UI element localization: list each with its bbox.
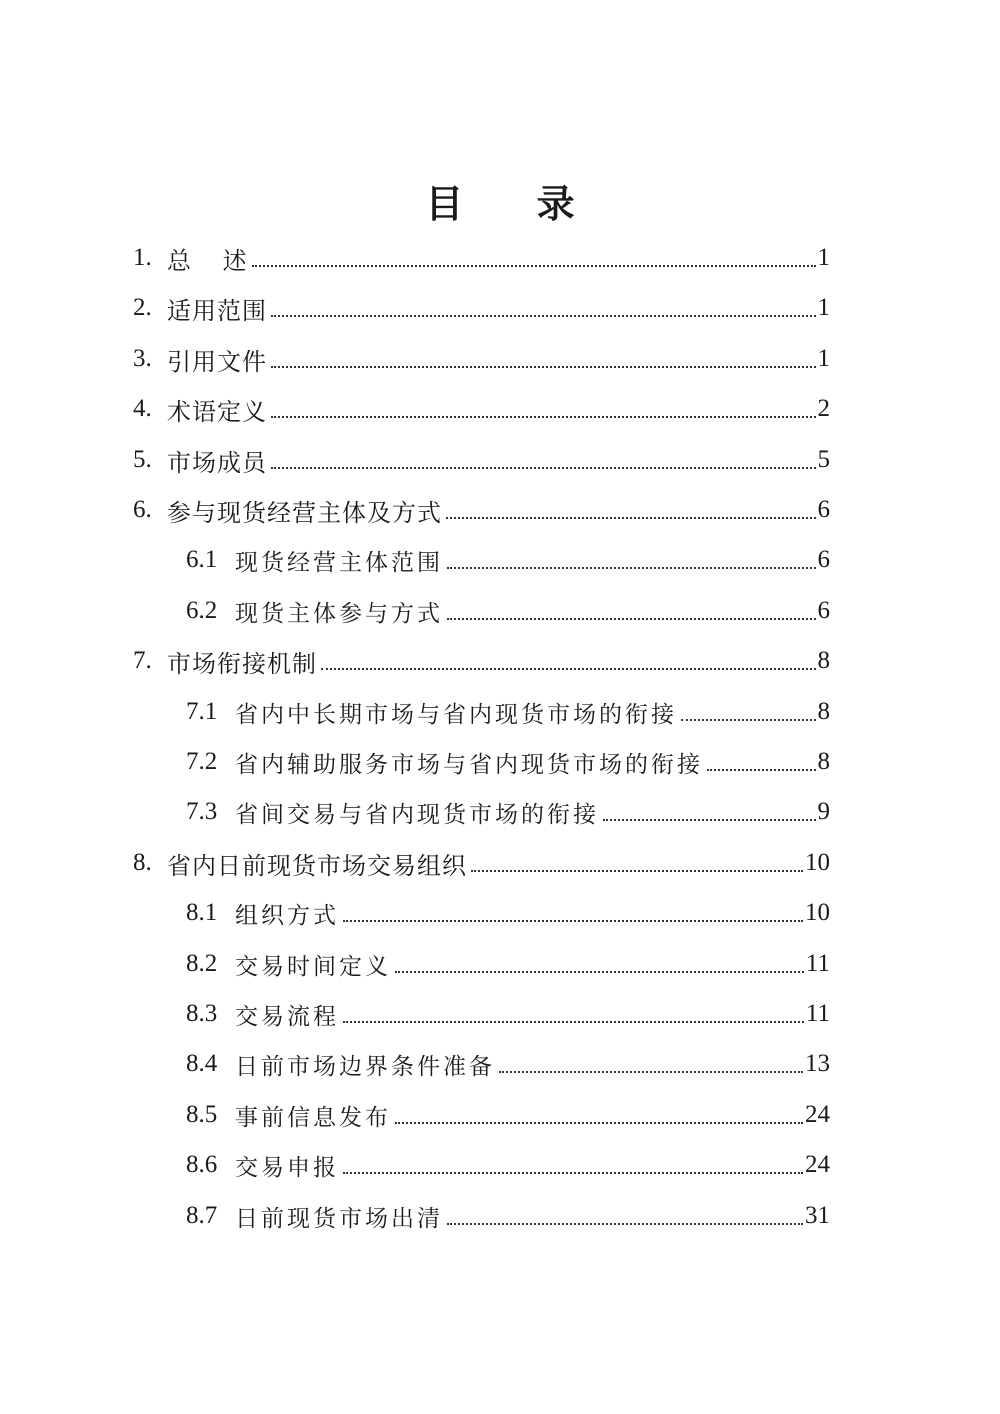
- toc-entry-page-number: 6: [817, 546, 830, 573]
- toc-entry-number: 8.6: [186, 1151, 218, 1178]
- toc-entry-number: 8.: [133, 849, 152, 876]
- dot-leader: [343, 1021, 804, 1023]
- toc-entry-title: 省内中长期市场与省内现货市场的衔接: [235, 701, 677, 728]
- toc-entry[interactable]: [186, 787, 830, 837]
- toc-entry[interactable]: [186, 888, 830, 938]
- toc-entry-page-number: 11: [805, 1000, 830, 1027]
- toc-entry[interactable]: [186, 939, 830, 989]
- toc-entry-number: 8.5: [186, 1101, 218, 1128]
- toc-entry[interactable]: [133, 636, 830, 686]
- toc-entry[interactable]: [186, 687, 830, 737]
- toc-entry[interactable]: [133, 384, 830, 434]
- dot-leader: [395, 971, 804, 973]
- toc-entry-title: 总 述: [167, 246, 248, 275]
- toc-entry-page-number: 24: [805, 1151, 830, 1178]
- toc-entry-number: 4.: [133, 395, 152, 422]
- dot-leader: [681, 719, 816, 721]
- toc-entry[interactable]: [133, 485, 830, 535]
- dot-leader: [447, 618, 816, 620]
- toc-entry-title: 事前信息发布: [235, 1104, 391, 1131]
- dot-leader: [321, 668, 816, 670]
- toc-entry-number: 7.: [133, 647, 152, 674]
- toc-entry-title: 交易时间定义: [235, 953, 391, 980]
- toc-entry[interactable]: [186, 1039, 830, 1089]
- dot-leader: [271, 315, 816, 317]
- toc-entry-title: 适用范围: [167, 296, 267, 325]
- toc-entry[interactable]: [186, 1191, 830, 1241]
- toc-entry[interactable]: [133, 838, 830, 888]
- toc-entry[interactable]: [186, 989, 830, 1039]
- dot-leader: [343, 1172, 803, 1174]
- toc-entry-title: 市场衔接机制: [167, 649, 317, 678]
- toc-entry-number: 6.: [133, 496, 152, 523]
- dot-leader: [471, 870, 803, 872]
- toc-entry[interactable]: [186, 1140, 830, 1190]
- toc-entry-title: 参与现货经营主体及方式: [167, 498, 442, 527]
- toc-entry-page-number: 1: [817, 345, 830, 372]
- toc-entry-page-number: 8: [817, 647, 830, 674]
- toc-entry-number: 1.: [133, 244, 152, 271]
- toc-entry-page-number: 1: [817, 244, 830, 271]
- toc-entry-title: 日前市场边界条件准备: [235, 1053, 495, 1080]
- toc-entry-number: 8.4: [186, 1050, 218, 1077]
- toc-entry-page-number: 31: [805, 1202, 830, 1229]
- toc-entry-title: 交易申报: [235, 1154, 339, 1181]
- toc-entry-number: 8.3: [186, 1000, 218, 1027]
- toc-entry-number: 7.3: [186, 798, 218, 825]
- toc-entry-page-number: 13: [805, 1050, 830, 1077]
- dot-leader: [447, 567, 816, 569]
- toc-entry-number: 8.7: [186, 1202, 218, 1229]
- toc-entry-page-number: 9: [817, 798, 830, 825]
- toc-entry-title: 日前现货市场出清: [235, 1205, 443, 1232]
- toc-entry-page-number: 1: [817, 294, 830, 321]
- dot-leader: [343, 920, 803, 922]
- toc-entry-number: 6.2: [186, 597, 218, 624]
- toc-entry[interactable]: [133, 334, 830, 384]
- dot-leader: [395, 1122, 803, 1124]
- toc-entry-page-number: 24: [805, 1101, 830, 1128]
- toc-entry-page-number: 6: [817, 597, 830, 624]
- toc-entry-title: 组织方式: [235, 902, 339, 929]
- toc-entry-title: 引用文件: [167, 347, 267, 376]
- dot-leader: [499, 1071, 803, 1073]
- dot-leader: [446, 517, 816, 519]
- dot-leader: [271, 366, 816, 368]
- toc-entry[interactable]: [186, 1090, 830, 1140]
- toc-entry-number: 2.: [133, 294, 152, 321]
- toc-entry-title: 现货经营主体范围: [235, 549, 443, 576]
- toc-entry[interactable]: [133, 435, 830, 485]
- toc-entry-title: 市场成员: [167, 448, 267, 477]
- toc-entry-title: 省间交易与省内现货市场的衔接: [235, 801, 599, 828]
- toc-entry-page-number: 10: [805, 849, 830, 876]
- toc-entry-page-number: 10: [805, 899, 830, 926]
- toc-entry-page-number: 8: [817, 698, 830, 725]
- toc-entry-number: 6.1: [186, 546, 218, 573]
- dot-leader: [271, 467, 816, 469]
- toc-entry-page-number: 2: [817, 395, 830, 422]
- page-title: 目 录: [425, 182, 605, 226]
- toc-entry-page-number: 5: [817, 446, 830, 473]
- dot-leader: [707, 769, 816, 771]
- toc-entry-number: 8.1: [186, 899, 218, 926]
- toc-entry-number: 7.2: [186, 748, 218, 775]
- dot-leader: [447, 1223, 803, 1225]
- toc-entry-number: 7.1: [186, 698, 218, 725]
- toc-entry-number: 5.: [133, 446, 152, 473]
- toc-entry-page-number: 8: [817, 748, 830, 775]
- toc-entry-title: 省内辅助服务市场与省内现货市场的衔接: [235, 751, 703, 778]
- toc-entry[interactable]: [186, 737, 830, 787]
- dot-leader: [603, 819, 816, 821]
- toc-entry-title: 现货主体参与方式: [235, 600, 443, 627]
- toc-entry[interactable]: [186, 586, 830, 636]
- toc-entry[interactable]: [133, 233, 830, 283]
- toc-entry-number: 3.: [133, 345, 152, 372]
- toc-entry-title: 术语定义: [167, 397, 267, 426]
- dot-leader: [252, 265, 816, 267]
- toc-entry-title: 省内日前现货市场交易组织: [167, 851, 467, 880]
- toc-entry[interactable]: [186, 535, 830, 585]
- dot-leader: [271, 416, 816, 418]
- toc-entry-number: 8.2: [186, 950, 218, 977]
- toc-entry-page-number: 6: [817, 496, 830, 523]
- toc-entry-page-number: 11: [805, 950, 830, 977]
- toc-entry[interactable]: [133, 283, 830, 333]
- toc-entry-title: 交易流程: [235, 1003, 339, 1030]
